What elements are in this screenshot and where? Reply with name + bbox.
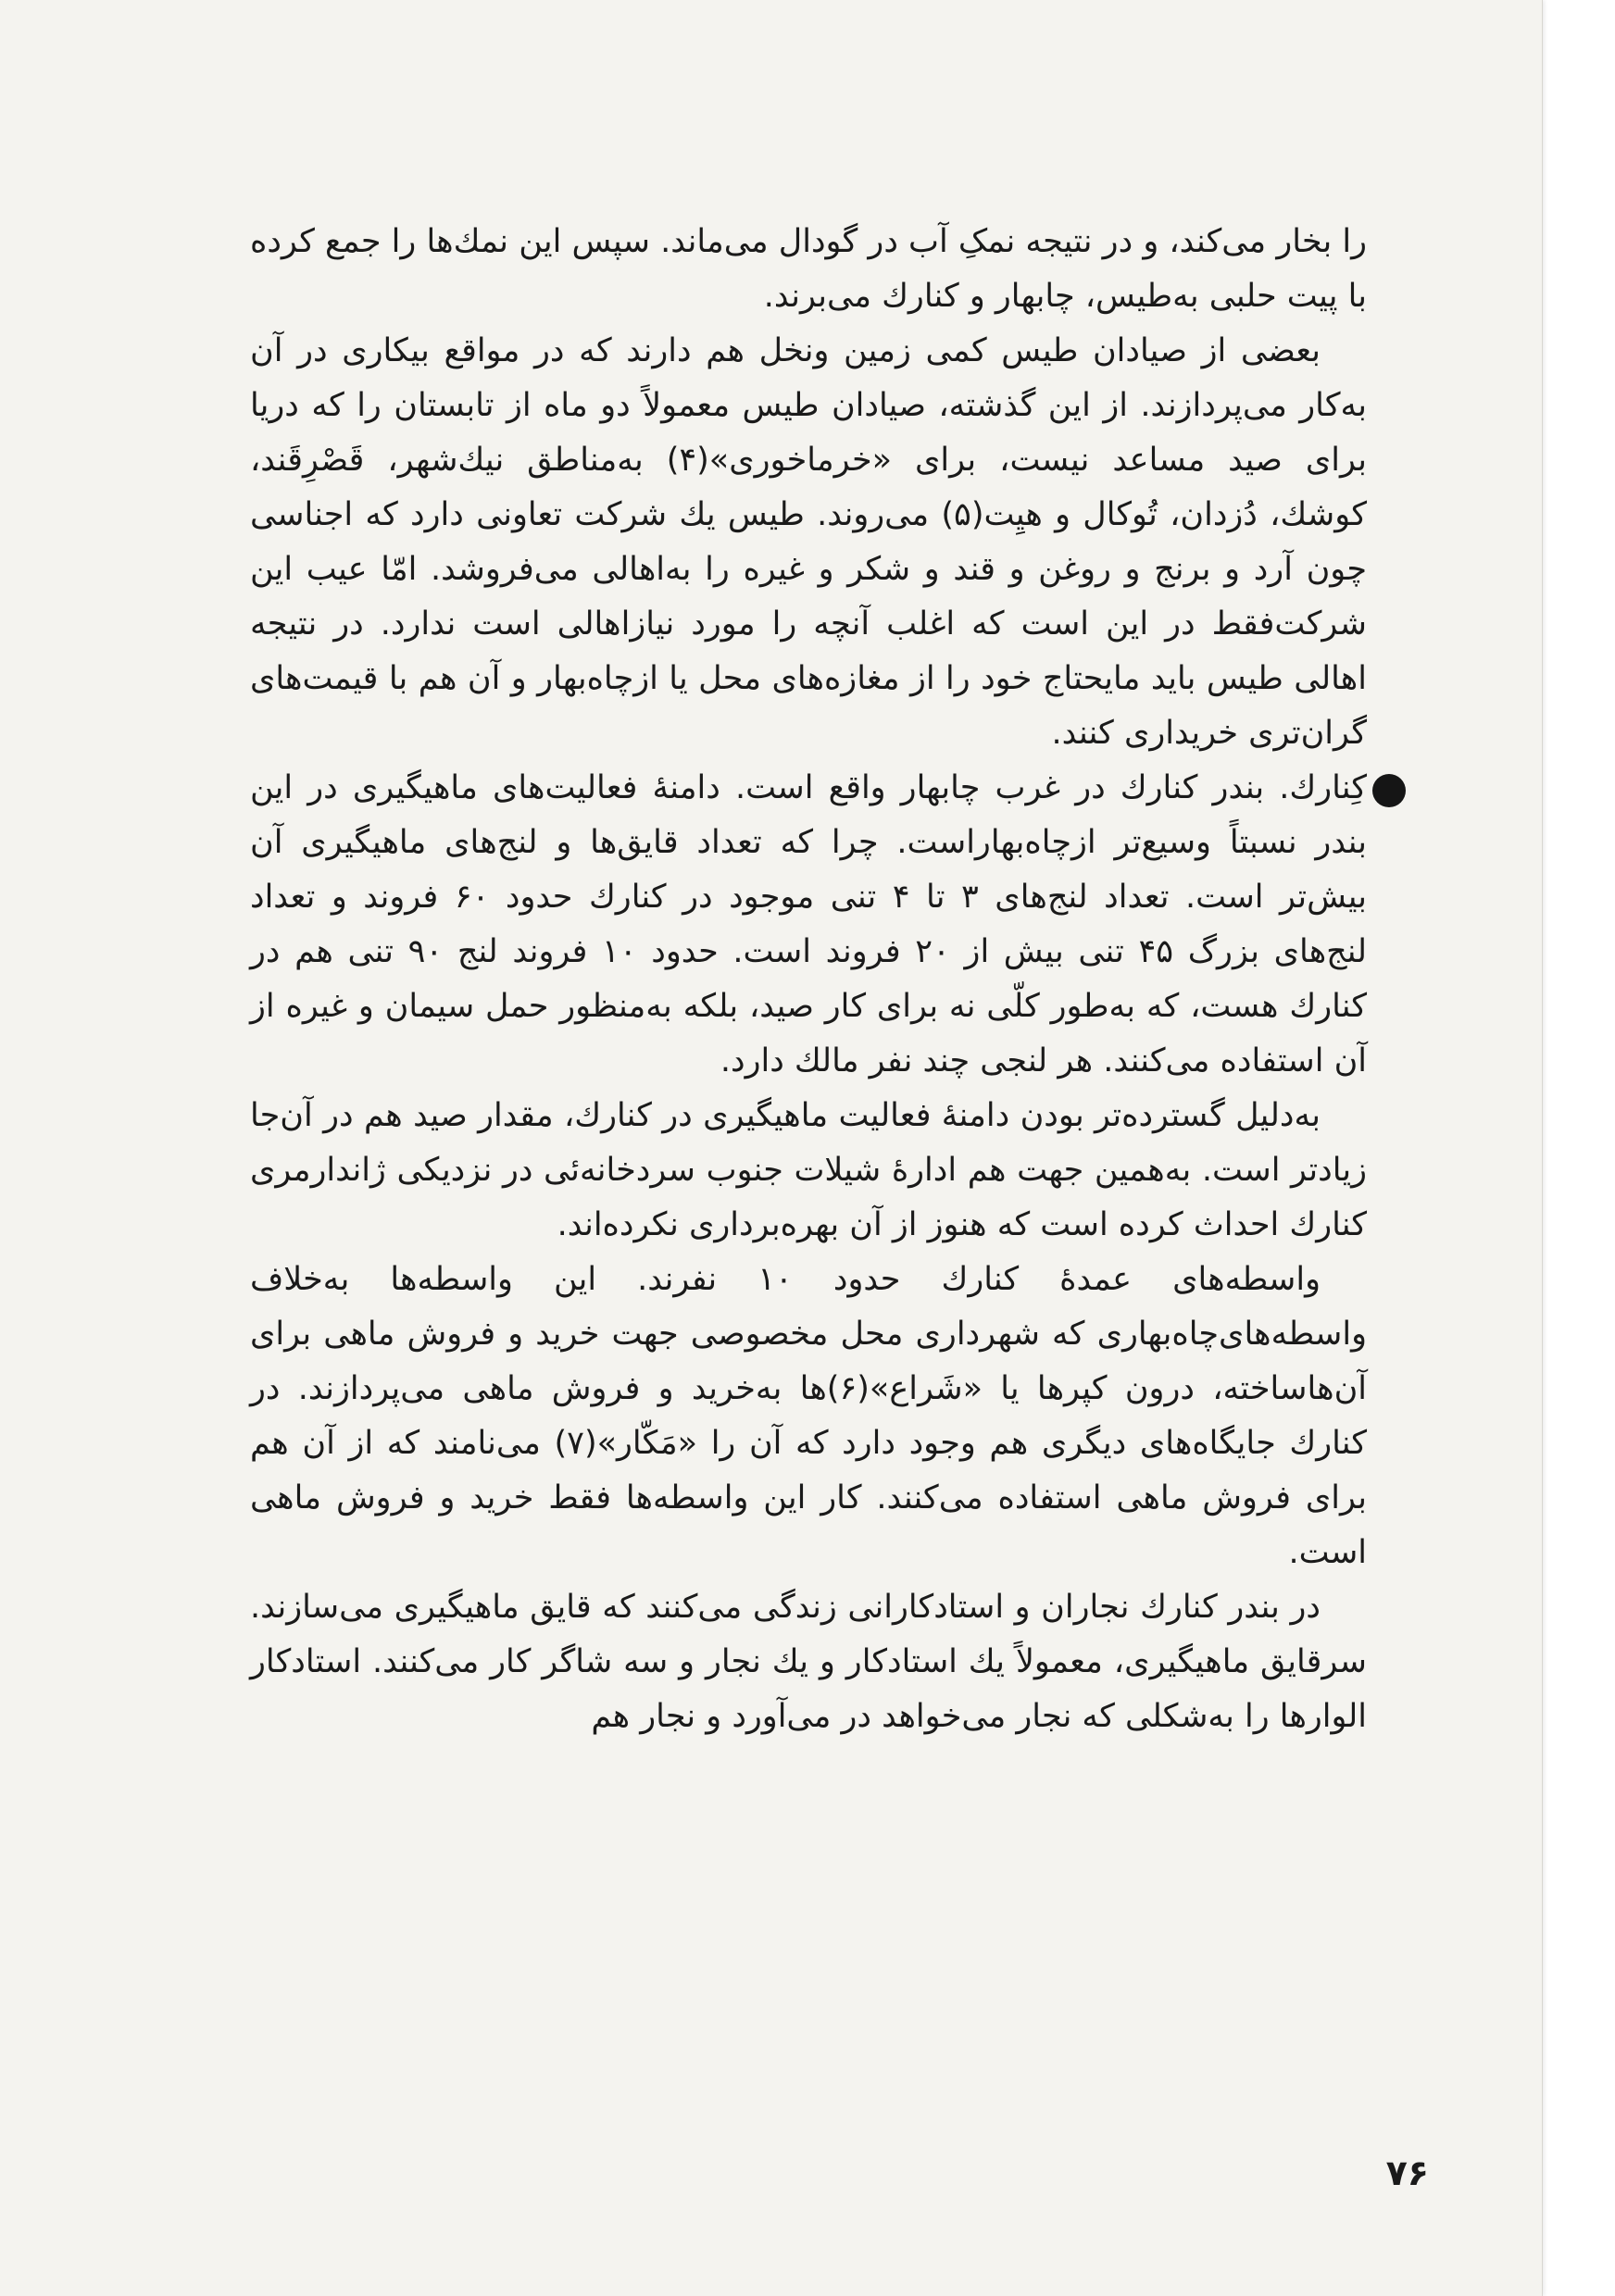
page-number: ۷۶ bbox=[1385, 2152, 1429, 2193]
paragraph-konarak-port: کِنارك. بندر کنارك در غرب چابهار واقع است. دامنهٔ فعالیت‌های ماهیگیری در این بندر نسبتاً وسیع‌تر ازچاه‌بهاراست. چرا که تعداد قایق‌ها و لنج‌های ماهیگیری آن بیش‌تر است. تعداد لنج‌های ۳ تا ۴ تنی موجود در کنارك حدود ۶۰ فروند و تعداد لنج‌های بزرگ ۴۵ تنی بیش از ۲۰ فروند است. حدود ۱۰ فروند لنج ۹۰ تنی هم در کنارك هست، که به‌طور کلّی نه برای کار صید، بلکه به‌منظور حمل سیمان و غیره از آن استفاده می‌کنند. هر لنجی چند نفر مالك دارد. bbox=[250, 769, 1368, 1079]
paragraph-konarak-middlemen: واسطه‌های عمدهٔ کنارك حدود ۱۰ نفرند. این واسطه‌ها به‌خلاف واسطه‌های‌چاه‌بهاری که شهرداری محل مخصوصی جهت خرید و فروش ماهی برای آن‌هاساخته، درون کپرها یا «شَراع»(۶)ها به‌خرید و فروش ماهی می‌پردازند. در کنارك جایگاه‌های دیگری هم وجود دارد که آن را «مَکّار»(۷) می‌نامند که از آن هم برای فروش ماهی استفاده می‌کنند. کار این واسطه‌ها فقط خرید و فروش ماهی است. bbox=[250, 1261, 1367, 1571]
bullet-marker bbox=[1372, 774, 1406, 807]
section-konarak bbox=[250, 761, 1367, 1089]
paragraph-tis-fishermen: بعضی از صیادان طیس کمی زمین ونخل هم دارند که در مواقع بیکاری در آن به‌کار می‌پردازند. از این گذشته، صیادان طیس معمولاً دو ماه از تابستان را که دریا برای صید مساعد نیست، برای «خرماخوری»(۴) به‌مناطق نیك‌شهر، قَصْرِقَند، کوشك، دُزدان، تُوکال و هیِت(۵) می‌روند. طیس یك شرکت تعاونی دارد که اجناسی چون آرد و برنج و روغن و قند و شکر و غیره را به‌اهالی می‌فروشد. امّا عیب این شرکت‌فقط در این است که اغلب آنچه را مورد نیازاهالی است ندارد. در نتیجه اهالی طیس باید مایحتاج خود را از مغازه‌های محل یا ازچاه‌بهار و آن هم با قیمت‌های گران‌تری خریداری کنند. bbox=[250, 332, 1368, 752]
paragraph-konarak-catch: به‌دلیل گسترده‌تر بودن دامنهٔ فعالیت ماهیگیری در کنارك، مقدار صید هم در آن‌جا زیادتر است. به‌همین جهت هم ادارهٔ شیلات جنوب سردخانه‌ئی در نزدیکی ژاندارمری کنارك احداث کرده است که هنوز از آن بهره‌برداری نکرده‌اند. bbox=[250, 1097, 1367, 1243]
paragraph-konarak-carpenters: در بندر کنارك نجاران و استادکارانی زندگی می‌کنند که قایق ماهیگیری می‌سازند. سرقایق ماهیگیری، معمولاً یك استادکار و یك نجار و سه شاگر کار می‌کنند. استادکار الوارها را به‌شکلی که نجار می‌خواهد در می‌آورد و نجار هم bbox=[250, 1589, 1367, 1735]
paragraph-salt-collection: را بخار می‌کند، و در نتیجه نمکِ آب در گودال می‌ماند. سپس این نمك‌ها را جمع کرده با پیت حلبی به‌طیس، چابهار و کنارك می‌برند. bbox=[250, 223, 1367, 315]
body-text bbox=[250, 215, 1367, 1744]
